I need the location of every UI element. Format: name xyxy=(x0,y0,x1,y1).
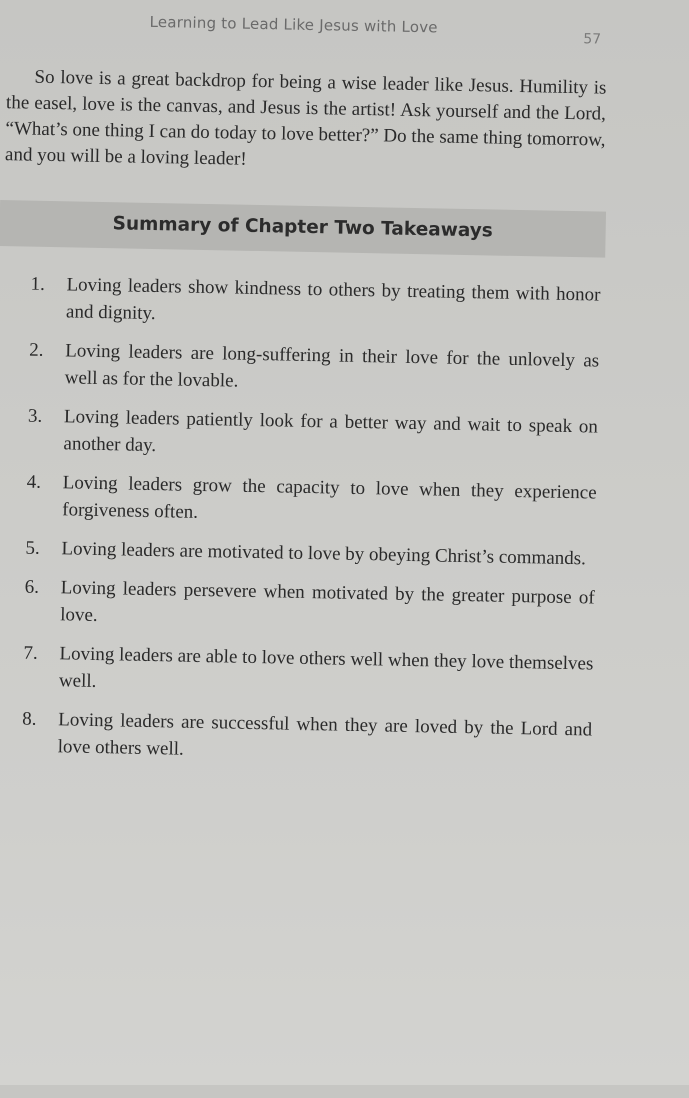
takeaway-number: 4. xyxy=(26,471,42,493)
takeaway-text: Loving leaders are long-suffering in their love for the unlovely as well as for the lovable. xyxy=(64,340,600,392)
running-head: Learning to Lead Like Jesus with Love xyxy=(149,12,438,37)
takeaway-item xyxy=(26,469,597,534)
takeaway-number: 1. xyxy=(30,273,45,295)
takeaway-text: Loving leaders show kindness to others by treating them with honor and dignity. xyxy=(65,274,601,325)
takeaway-item xyxy=(29,337,600,402)
takeaway-text: Loving leaders are able to love others well when they love themselves well. xyxy=(58,643,594,692)
takeaway-item xyxy=(25,535,595,573)
takeaway-text: Loving leaders persevere when motivated by the greater purpose of love. xyxy=(60,577,595,626)
takeaway-number: 2. xyxy=(29,339,44,361)
summary-banner xyxy=(0,200,606,258)
takeaway-text: Loving leaders patiently look for a better way and wait to speak on another day. xyxy=(63,406,599,457)
takeaway-number: 5. xyxy=(25,537,40,559)
takeaway-text: Loving leaders are motivated to love by obeying Christ’s commands. xyxy=(61,538,587,570)
takeaway-item xyxy=(30,271,601,336)
summary-title: Summary of Chapter Two Takeaways xyxy=(112,213,493,242)
takeaway-item xyxy=(24,574,595,639)
takeaway-text: Loving leaders grow the capacity to love when they experience forgiveness often. xyxy=(62,472,597,523)
takeaway-item xyxy=(27,403,598,468)
intro-paragraph: So love is a great backdrop for being a wise leader like Jesus. Humility is the easel, love is the canvas, and Jesus is the artist! Ask yourself and the Lord, “What’s one thing I can do today to love better?” Do the same thing tomorrow, and you will be a loving leader! xyxy=(4,66,607,170)
page-number: 57 xyxy=(583,31,602,48)
takeaway-text: Loving leaders are successful when they are loved by the Lord and love others well. xyxy=(57,709,593,760)
takeaway-number: 3. xyxy=(27,405,43,427)
takeaway-number: 6. xyxy=(24,576,40,598)
takeaway-number: 7. xyxy=(23,642,38,664)
takeaway-item xyxy=(21,706,592,771)
takeaways-list xyxy=(21,271,601,783)
takeaway-item xyxy=(23,640,594,705)
takeaway-number: 8. xyxy=(21,708,37,730)
